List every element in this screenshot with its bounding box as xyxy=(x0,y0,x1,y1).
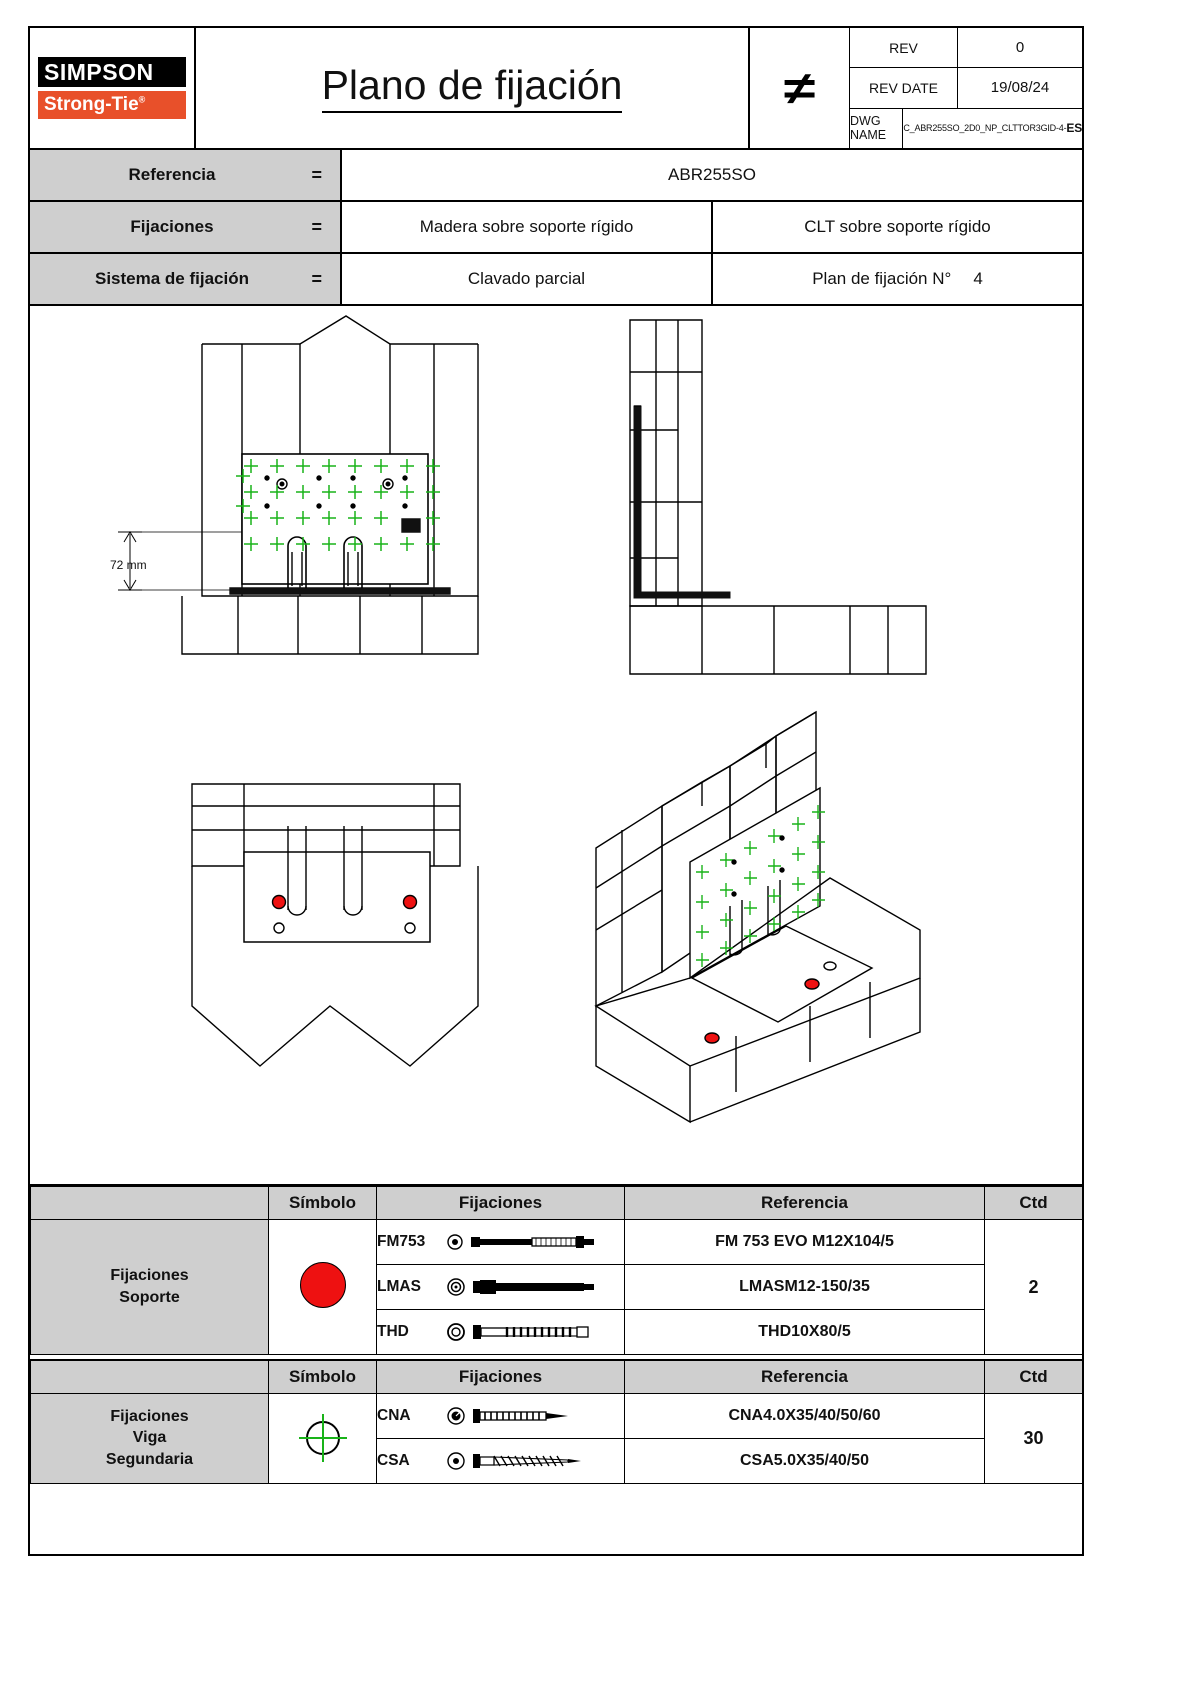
technical-drawing xyxy=(30,306,1082,1184)
fastener-reference: CSA5.0X35/40/50 xyxy=(625,1438,985,1483)
column-header-referencia: Referencia xyxy=(625,1187,985,1220)
wood-screw-icon xyxy=(473,1452,593,1470)
sheet-title xyxy=(196,28,750,148)
fastener-tables xyxy=(30,1186,1082,1484)
info-row-sistema xyxy=(30,254,1082,306)
anchor-bolt-icon xyxy=(471,1233,597,1251)
table-header-row xyxy=(31,1187,1083,1220)
dimension-label-72mm: 72 mm xyxy=(110,558,147,572)
not-equal-symbol-cell xyxy=(750,28,850,148)
dot-ring-icon xyxy=(447,1452,465,1470)
equals-sign: = xyxy=(311,164,322,185)
sheet-frame xyxy=(28,26,1084,1556)
secondary-fastener-table xyxy=(30,1359,1083,1484)
column-header-ctd: Ctd xyxy=(985,1360,1083,1393)
brand-logo xyxy=(30,28,196,148)
fastener-cell xyxy=(377,1393,625,1438)
info-label: Referencia xyxy=(128,165,216,184)
info-value-clt-on-rigid: CLT sobre soporte rígido xyxy=(711,202,1082,252)
red-filled-circle-icon xyxy=(300,1262,346,1308)
symbol-cell-secondary xyxy=(269,1393,377,1483)
column-header-simbolo: Símbolo xyxy=(269,1360,377,1393)
empty-corner-cell xyxy=(31,1360,269,1393)
hex-bolt-icon xyxy=(473,1278,599,1296)
fastener-code: FM753 xyxy=(377,1233,426,1250)
group-label-support xyxy=(31,1220,269,1355)
drawing-area xyxy=(30,306,1082,1186)
group-label-secondary xyxy=(31,1393,269,1483)
symbol-cell-support xyxy=(269,1220,377,1355)
fastener-cell xyxy=(377,1310,625,1355)
equals-sign: = xyxy=(311,216,322,237)
group-label-line1: Fijaciones xyxy=(110,1267,189,1285)
dwg-name-label: DWG NAME xyxy=(850,109,903,148)
column-header-referencia: Referencia xyxy=(625,1360,985,1393)
page-title: Plano de fijación xyxy=(322,63,623,112)
fastener-reference: LMASM12-150/35 xyxy=(625,1265,985,1310)
group-label-line2: Viga xyxy=(132,1429,167,1447)
column-header-simbolo: Símbolo xyxy=(269,1187,377,1220)
ring-icon xyxy=(447,1323,465,1341)
info-value-nailing-system: Clavado parcial xyxy=(467,269,586,288)
logo-strongtie-text xyxy=(38,91,186,119)
support-fastener-table xyxy=(30,1186,1083,1355)
column-header-fijaciones: Fijaciones xyxy=(377,1360,625,1393)
fastener-reference: FM 753 EVO M12X104/5 xyxy=(625,1220,985,1265)
rev-value: 0 xyxy=(1015,39,1025,57)
view-plan xyxy=(192,784,478,1066)
info-value-reference: ABR255SO xyxy=(668,165,756,184)
group-label-line3: Segundaria xyxy=(105,1450,194,1468)
quantity-secondary: 30 xyxy=(985,1393,1083,1483)
revision-date-row xyxy=(850,68,1082,108)
double-ring-icon xyxy=(447,1278,465,1296)
green-crosshair-circle-icon xyxy=(295,1410,351,1466)
dwg-name-value xyxy=(903,109,1082,148)
column-header-ctd: Ctd xyxy=(985,1187,1083,1220)
group-label-line1: Fijaciones xyxy=(110,1407,189,1425)
registered-mark-icon: ® xyxy=(138,94,146,105)
view-isometric xyxy=(596,712,920,1122)
revision-block xyxy=(850,28,1082,148)
info-value-wood-on-rigid: Madera sobre soporte rígido xyxy=(419,217,634,236)
revision-row xyxy=(850,28,1082,68)
fastener-code: CSA xyxy=(377,1451,410,1469)
info-label-cell xyxy=(30,150,342,200)
fastener-code: LMAS xyxy=(377,1278,421,1295)
fastener-reference: THD10X80/5 xyxy=(625,1310,985,1355)
title-block xyxy=(30,28,1082,150)
dwg-name-suffix: ES xyxy=(1066,121,1082,136)
rev-date-label: REV DATE xyxy=(850,68,958,107)
dwg-name-text: C_ABR255SO_2D0_NP_CLTTOR3GID-4- xyxy=(903,123,1067,134)
bullseye-dot-icon xyxy=(447,1234,463,1250)
logo-strongtie-label: Strong-Tie xyxy=(44,94,139,116)
view-side-elevation xyxy=(630,320,926,674)
column-header-fijaciones: Fijaciones xyxy=(377,1187,625,1220)
not-equal-icon: ≠ xyxy=(783,61,816,114)
equals-sign: = xyxy=(311,268,322,289)
fastener-code: CNA xyxy=(377,1406,411,1424)
plan-number-value: 4 xyxy=(973,269,983,288)
fastener-cell xyxy=(377,1265,625,1310)
info-row-fijaciones xyxy=(30,202,1082,254)
info-label: Sistema de fijación xyxy=(95,269,249,288)
info-value-plan-number xyxy=(711,254,1082,304)
info-label-cell xyxy=(30,254,342,304)
info-label-cell xyxy=(30,202,342,252)
info-label: Fijaciones xyxy=(130,217,214,236)
view-front-elevation xyxy=(118,316,478,654)
rev-label: REV xyxy=(850,28,958,67)
fastener-code: THD xyxy=(377,1323,409,1340)
empty-corner-cell xyxy=(31,1187,269,1220)
plan-number-label: Plan de fijación N° xyxy=(812,269,952,288)
nail-icon xyxy=(473,1407,593,1425)
fastener-cell xyxy=(377,1438,625,1483)
threaded-screw-icon xyxy=(473,1323,599,1341)
logo-simpson-text: SIMPSON xyxy=(38,57,186,87)
table-row xyxy=(31,1393,1083,1438)
table-row xyxy=(31,1220,1083,1265)
rev-date-value: 19/08/24 xyxy=(990,79,1050,97)
fastener-cell xyxy=(377,1220,625,1265)
quantity-support: 2 xyxy=(985,1220,1083,1355)
info-rows xyxy=(30,150,1082,306)
dwg-name-row xyxy=(850,109,1082,148)
table-header-row xyxy=(31,1360,1083,1393)
fastener-reference: CNA4.0X35/40/50/60 xyxy=(625,1393,985,1438)
swirl-dot-icon xyxy=(447,1407,465,1425)
info-row-referencia xyxy=(30,150,1082,202)
group-label-line2: Soporte xyxy=(119,1289,180,1306)
